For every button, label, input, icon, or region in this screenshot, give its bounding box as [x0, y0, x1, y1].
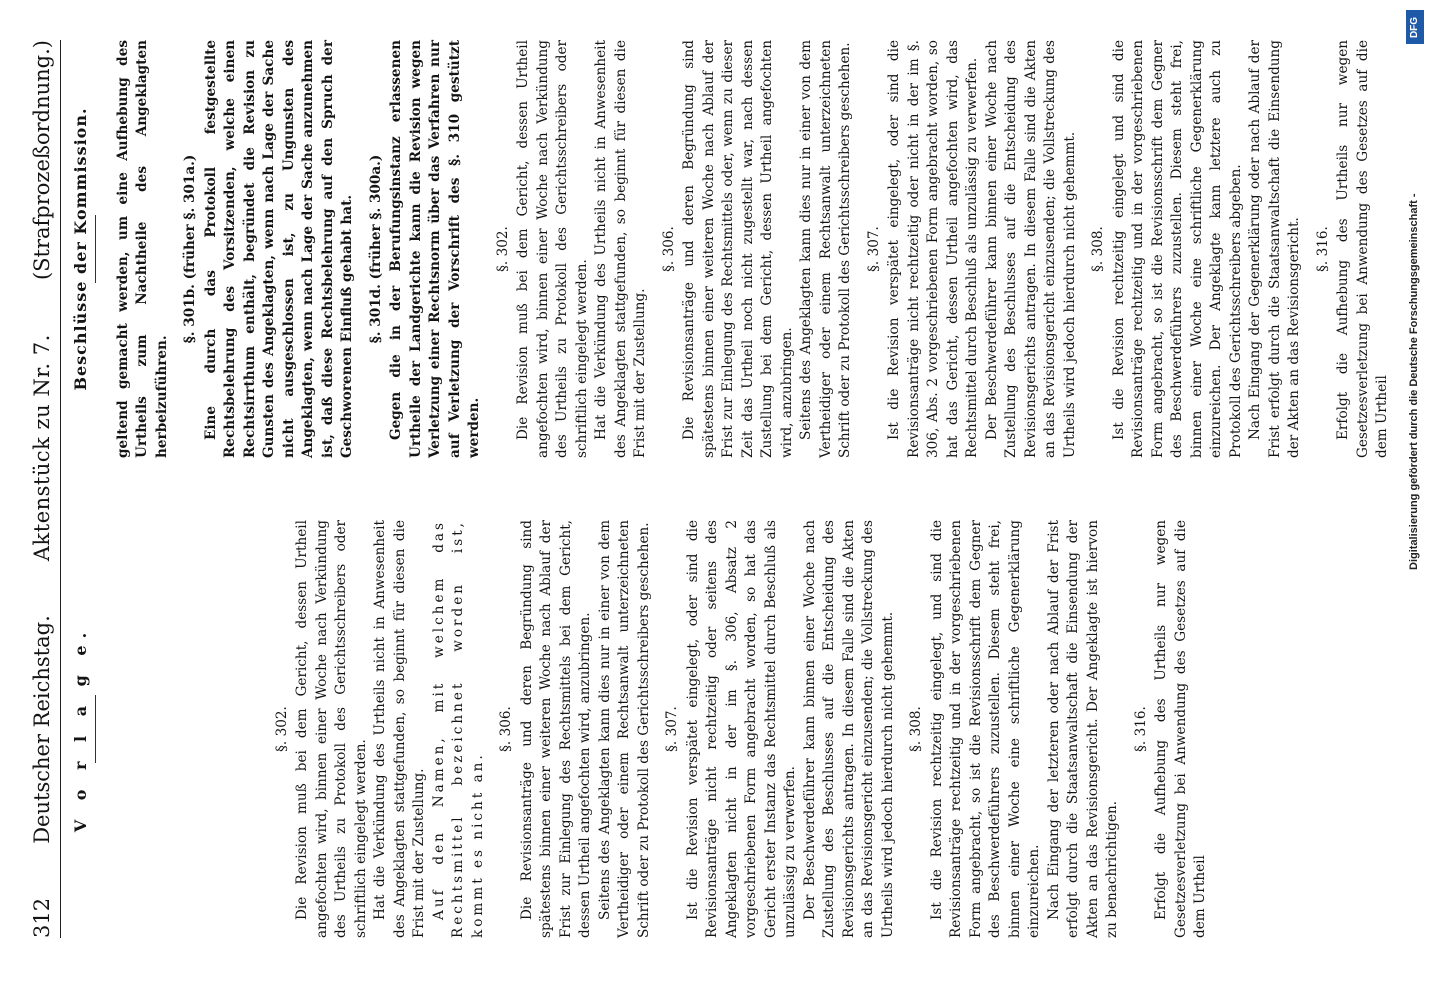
paragraph: Seitens des Angeklagten kann dies nur in einer von dem Vertheidiger oder einem Rechtsanwalt unterzeichneten Schrift oder zu Protokoll des Gerichtsschreibers geschehen. — [596, 520, 652, 938]
digitization-credit — [1402, 6, 1428, 996]
paragraph: Hat die Verkündung des Urtheils nicht in Anwesenheit des Angeklagten stattgefunden, so beginnt für diesen die Frist mit der Zustellung. — [593, 40, 648, 458]
paragraph: Die Revision muß bei dem Gericht, dessen Urtheil angefochten wird, binnen einer Woche nach Verkündung des Urtheils zu Protokoll des Gerichtsschreibers oder schriftlich eingelegt werden. — [294, 520, 369, 938]
title-rule — [95, 695, 96, 763]
right-column — [69, 40, 1393, 458]
column-spacer — [114, 520, 264, 938]
page-header — [30, 40, 61, 938]
section-heading: §. 306. — [498, 706, 514, 752]
section-heading: §. 316. — [1132, 706, 1149, 752]
dfg-logo: DFG — [1406, 10, 1424, 44]
paragraph: Nach Eingang der letzteren oder nach Ablauf der Frist erfolgt durch die Staatsanwaltschaft die Einsendung der Akten an das Revisionsgericht. Der Angeklagte ist hiervon zu benachrichtigen. — [1045, 520, 1120, 938]
paragraph: Die Revisionsanträge und deren Begründung sind spätestens binnen einer weiteren Woche nach Ablauf der Frist zur Einlegung des Rechtsmittels bei dem Gericht, dessen Urtheil angefochten wird, anzubringen. — [518, 520, 593, 938]
credit-text: Digitalisierung gefördert durch die Deutsche Forschungsgemeinschaft - — [1408, 193, 1420, 570]
paragraph: Nach Eingang der Gegenerklärung oder nach Ablauf der Frist erfolgt durch die Staatsanwaltschaft die Einsendung der Akten an das Revisionsgericht. — [1247, 40, 1302, 458]
section-heading: §. 301d. (früher §. 300a.) — [367, 154, 384, 344]
header-left: Deutscher Reichstag. — [30, 615, 54, 844]
section-heading: §. 301b. (früher §. 301a.) — [182, 154, 198, 344]
paragraph: Hat die Verkündung des Urtheils nicht in Anwesenheit des Angeklagten stattgefunden, so beginnt für diesen die Frist mit der Zustellung. — [372, 520, 427, 938]
paragraph: Erfolgt die Aufhebung des Urtheils nur wegen Gesetzesverletzung bei Anwendung des Gesetzes auf die dem Urtheil — [1153, 520, 1208, 938]
paragraph: Ist die Revision verspätet eingelegt, oder sind die Revisionsanträge nicht rechtzeitig oder nicht in der im §. 306, Abs. 2 vorgeschriebenen Form angebracht worden, so hat das Gericht, dessen Urtheil angefochten wird, das Rechtsmittel durch Beschluß als unzulässig zu verwerfen. — [886, 40, 980, 458]
section-heading: §. 307. — [664, 706, 680, 752]
section-heading: §. 316. — [1314, 226, 1331, 272]
left-column — [69, 520, 1393, 938]
left-column-title: V o r l a g e. — [71, 625, 90, 833]
paragraph: Erfolgt die Aufhebung des Urtheils nur wegen Gesetzesverletzung bei Anwendung des Gesetzes auf die dem Urtheil — [1335, 40, 1390, 458]
paragraph: Auf den Namen, mit welchem das Rechtsmittel bezeichnet worden ist, kommt es nicht an. — [430, 520, 486, 938]
paragraph: Gegen die in der Berufungsinstanz erlassenen Urtheile der Landgerichte kann die Revision wegen Verletzung einer Rechtsnorm über das Verfahren nur auf Verletzung der Vorschrift des §. 310 gestützt werden. — [388, 40, 482, 458]
paragraph: Die Revision muß bei dem Gericht, dessen Urtheil angefochten wird, binnen einer Woche nach Verkündung des Urtheils zu Protokoll des Gerichtsschreibers oder schriftlich eingelegt werden. — [515, 40, 590, 458]
title-rule — [95, 215, 96, 283]
page-number: 312 — [30, 897, 54, 938]
paragraph: Seitens des Angeklagten kann dies nur in einer von dem Vertheidiger oder einem Rechtsanwalt unterzeichneten Schrift oder zu Protokoll des Gerichtsschreibers geschehen. — [798, 40, 853, 458]
header-center: Aktenstück zu Nr. 7. — [30, 334, 54, 562]
paragraph: geltend gemacht werden, um eine Aufhebung des Urtheils zum Nachtheile des Angeklagten herbeizuführen. — [114, 40, 170, 458]
paragraph: Eine durch das Protokoll festgestellte Rechtsbelehrung des Vorsitzenden, welche einen Rechtsirrthum enthält, begründet die Revision zu Gunsten des Angeklagten, wenn nach Lage der Sache nicht ausgeschlossen ist, zu Ungunsten des Angeklagten, wenn nach Lage der Sache anzunehmen ist, daß diese Rechtsbelehrung auf den Spruch der Geschworenen Einfluß gehabt hat. — [202, 40, 355, 458]
section-heading: §. 302. — [273, 706, 290, 752]
paragraph: Der Beschwerdeführer kann binnen einer Woche nach Zustellung des Beschlusses auf die Entscheidung des Revisionsgerichts antragen. In diesem Falle sind die Akten an das Revisionsgericht einzusenden; die Vollstreckung des Urtheils wird jedoch hierdurch nicht gehemmt. — [801, 520, 896, 938]
section-heading: §. 306. — [660, 226, 677, 272]
paragraph: Die Revisionsanträge und deren Begründung sind spätestens binnen einer weiteren Woche nach Ablauf der Frist zur Einlegung des Rechtsmittels oder, wenn zu dieser Zeit das Urtheil noch nicht zugestellt war, nach dessen Zustellung bei dem Gericht, dessen Urtheil angefochten wird, anzubringen. — [681, 40, 795, 458]
paragraph: Ist die Revision verspätet eingelegt, oder sind die Revisionsanträge nicht rechtzeitig oder seitens des Angeklagten nicht in der im §. 306, Absatz 2 vorgeschriebenen Form angebracht worden, so hat das Gericht erster Instanz das Rechtsmittel durch Beschluß als unzulässig zu verwerfen. — [684, 520, 798, 938]
section-heading: §. 307. — [865, 226, 882, 272]
right-column-title: Beschlüsse der Kommission. — [71, 107, 90, 391]
paragraph: Ist die Revision rechtzeitig eingelegt und sind die Revisionsanträge rechtzeitig und in der vorgeschriebenen Form angebracht, so ist die Revisionsschrift dem Gegner des Beschwerdeführers zuzustellen. Diesem steht frei, binnen einer Woche eine schriftliche Gegenerklärung einzureichen. Der Angeklagte kann letztere auch zu Protokoll des Gerichtsschreibers abgeben. — [1110, 40, 1244, 458]
header-right: (Strafprozeßordnung.) — [30, 40, 54, 281]
section-heading: §. 308. — [1090, 226, 1106, 272]
section-heading: §. 302. — [494, 226, 511, 272]
paragraph: Der Beschwerdeführer kann binnen einer Woche nach Zustellung des Beschlusses auf die Entscheidung des Revisionsgerichts antragen. In diesem Falle sind die Akten an das Revisionsgericht einzusenden; die Vollstreckung des Urtheils wird jedoch hierdurch nicht gehemmt. — [983, 40, 1078, 458]
section-heading: §. 308. — [908, 706, 924, 752]
paragraph: Ist die Revision rechtzeitig eingelegt, und sind die Revisionsanträge rechtzeitig und in der vorgeschriebenen Form angebracht, so ist die Revisionsschrift dem Gegner des Beschwerdeführers zuzustellen. Diesem steht frei, binnen einer Woche eine schriftliche Gegenerklärung einzureichen. — [928, 520, 1042, 938]
